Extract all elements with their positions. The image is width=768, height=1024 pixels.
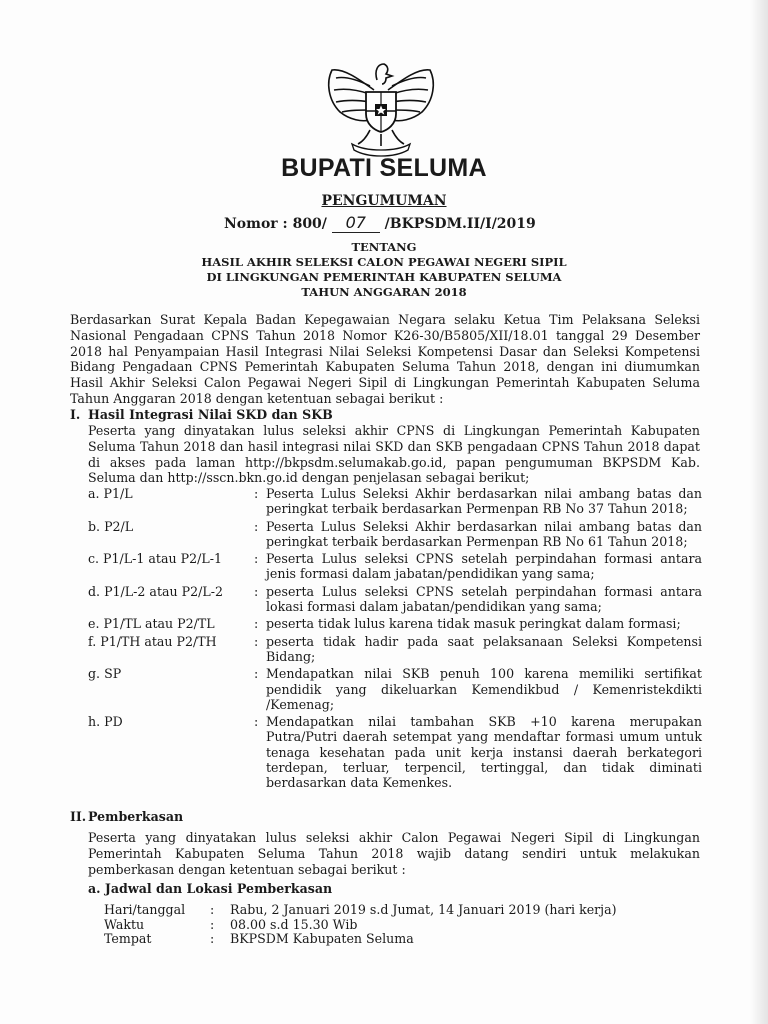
document-number-handwritten: 07: [332, 213, 380, 233]
schedule-value: Rabu, 2 Januari 2019 s.d Jumat, 14 Januari 2019 (hari kerja): [230, 902, 617, 917]
list-item: [88, 666, 702, 712]
section-paragraph: Peserta yang dinyatakan lulus seleksi akhir CPNS di Lingkungan Pemerintah Kabupaten Seluma Tahun 2018 dan hasil integrasi nilai SKD dan SKB pengadaan CPNS Tahun 2018 dapat di akses pada laman http://bkpsdm.selumakab.go.id, papan pengumuman BKPSDM Kab. Seluma dan http://sscn.bkn.go.id dengan penjelasan sebagai berikut;: [88, 423, 700, 486]
item-sep: :: [254, 616, 259, 632]
section-heading: [70, 809, 183, 824]
item-value: Peserta Lulus Seleksi Akhir berdasarkan nilai ambang batas dan peringkat terbaik berdasarkan Permenpan RB No 61 Tahun 2018;: [266, 518, 702, 549]
schedule-row: [104, 932, 617, 947]
section-title: Hasil Integrasi Nilai SKD dan SKB: [88, 407, 333, 422]
section-title: Pemberkasan: [88, 809, 184, 824]
item-sep: :: [254, 714, 259, 730]
schedule-label: Tempat: [104, 931, 152, 946]
item-value: Peserta Lulus Seleksi Akhir berdasarkan nilai ambang batas dan peringkat terbaik berdasarkan Permenpan RB No 37 Tahun 2018;: [266, 486, 702, 517]
subject-block: [0, 240, 768, 300]
item-sep: :: [254, 551, 259, 567]
item-key: e. P1/TL atau P2/TL: [88, 616, 215, 632]
subject-line: HASIL AKHIR SELEKSI CALON PEGAWAI NEGERI SIPIL: [201, 255, 567, 269]
list-item: [88, 519, 702, 550]
schedule-value: 08.00 s.d 15.30 Wib: [230, 916, 358, 932]
item-key: h. PD: [88, 714, 123, 730]
item-value: peserta Lulus seleksi CPNS setelah perpindahan formasi antara lokasi formasi dalam jabatan/pendidikan yang sama;: [266, 583, 702, 615]
item-value: peserta tidak hadir pada saat pelaksanaan Seleksi Kompetensi Bidang;: [266, 633, 702, 664]
item-sep: :: [254, 518, 259, 534]
document-number-prefix: Nomor : 800/: [224, 216, 327, 232]
list-item: [88, 584, 702, 615]
schedule-row: [104, 903, 617, 918]
item-sep: :: [254, 583, 259, 599]
subject-line: DI LINGKUNGAN PEMERINTAH KABUPATEN SELUMA: [206, 270, 562, 284]
section-paragraph: Peserta yang dinyatakan lulus seleksi akhir Calon Pegawai Negeri Sipil di Lingkungan Pemerintah Kabupaten Seluma Tahun 2018 wajib datang sendiri untuk melakukan pemberkasan dengan ketentuan sebagai berikut :: [88, 830, 700, 877]
section-number: II.: [70, 809, 87, 824]
intro-paragraph: Berdasarkan Surat Kepala Badan Kepegawaian Negara selaku Ketua Tim Pelaksana Seleksi Nasional Pengadaan CPNS Tahun 2018 Nomor K26-30/B5805/XII/18.01 tanggal 29 Desember 2018 hal Penyampaian Hasil Integrasi Nilai Seleksi Kompetensi Dasar dan Seleksi Kompetensi Bidang Pengadaan CPNS Pemerintah Kabupaten Seluma Tahun 2018, dengan ini diumumkan Hasil Akhir Seleksi Calon Pegawai Negeri Sipil di Lingkungan Pemerintah Kabupaten Seluma Tahun Anggaran 2018 dengan ketentuan sebagai berikut :: [70, 312, 700, 406]
definition-list: [88, 486, 702, 793]
document-type: PENGUMUMAN: [321, 193, 447, 209]
list-item: [88, 634, 702, 665]
page-edge-shadow: [750, 0, 768, 1024]
subsection-heading: a. Jadwal dan Lokasi Pemberkasan: [88, 881, 333, 896]
schedule-value: BKPSDM Kabupaten Seluma: [230, 931, 414, 946]
subject-line: TAHUN ANGGARAN 2018: [301, 285, 467, 299]
item-sep: :: [254, 486, 259, 501]
schedule-sep: :: [210, 902, 215, 917]
item-value: Peserta Lulus seleksi CPNS setelah perpindahan formasi antara jenis formasi dalam jabatan/pendidikan yang sama;: [266, 551, 702, 582]
item-key: g. SP: [88, 666, 122, 682]
section-number: I.: [70, 407, 81, 422]
schedule-table: [104, 903, 617, 947]
list-item: [88, 551, 702, 582]
schedule-label: Hari/tanggal: [104, 902, 186, 917]
item-sep: :: [254, 666, 259, 682]
item-key: d. P1/L-2 atau P2/L-2: [88, 583, 223, 599]
schedule-label: Waktu: [104, 916, 145, 932]
item-value: Mendapatkan nilai SKB penuh 100 karena memiliki sertifikat pendidik yang dikeluarkan Kemendikbud / Kemenristekdikti /Kemenag;: [266, 666, 702, 712]
schedule-row: [104, 918, 617, 933]
item-key: b. P2/L: [88, 518, 134, 534]
item-value: peserta tidak lulus karena tidak masuk peringkat dalam formasi;: [266, 616, 681, 632]
list-item: [88, 714, 702, 790]
item-sep: :: [254, 633, 259, 649]
page-title: BUPATI SELUMA: [281, 154, 487, 182]
document-number: [224, 213, 536, 233]
list-item: [88, 616, 702, 631]
list-item: [88, 486, 702, 517]
section-heading: [70, 407, 333, 422]
item-key: f. P1/TH atau P2/TH: [88, 633, 217, 649]
item-key: c. P1/L-1 atau P2/L-1: [88, 551, 222, 567]
garuda-emblem-icon: [322, 50, 440, 158]
tentang-label: TENTANG: [351, 240, 417, 254]
schedule-sep: :: [210, 916, 215, 932]
schedule-sep: :: [210, 931, 215, 946]
item-value: Mendapatkan nilai tambahan SKB +10 karena merupakan Putra/Putri daerah setempat yang mendaftar formasi umum untuk tenaga kesehatan pada unit kerja instansi daerah berkategori terdepan, terluar, terpencil, tertinggal, dan tidak diminati berdasarkan data Kemenkes.: [266, 714, 702, 791]
document-number-suffix: /BKPSDM.II/I/2019: [384, 216, 536, 232]
item-key: a. P1/L: [88, 486, 133, 501]
